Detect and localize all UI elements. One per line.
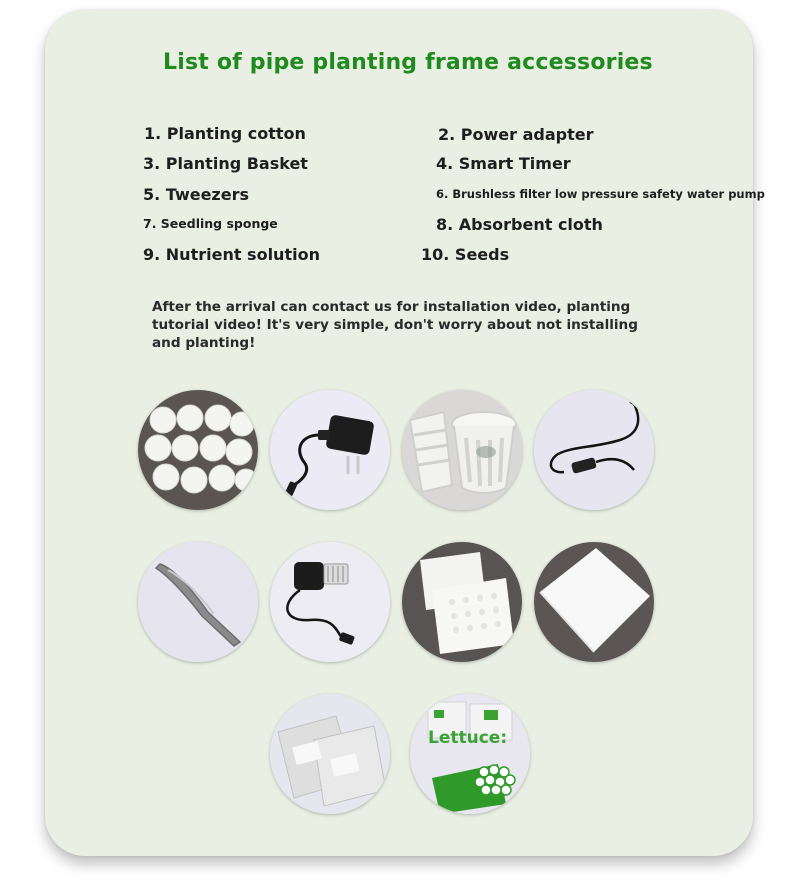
item-absorbent-cloth: 8. Absorbent cloth	[436, 215, 603, 234]
item-planting-cotton: 1. Planting cotton	[144, 124, 306, 143]
power-adapter-photo	[270, 390, 390, 510]
nutrient-solution-photo	[270, 694, 390, 814]
item-water-pump: 6. Brushless filter low pressure safety water pump	[436, 187, 765, 201]
item-power-adapter: 2. Power adapter	[438, 125, 594, 144]
absorbent-cloth-photo	[534, 542, 654, 662]
planting-cotton-photo	[138, 390, 258, 510]
seedling-sponge-photo	[402, 542, 522, 662]
item-planting-basket: 3. Planting Basket	[143, 154, 308, 173]
seeds-photo	[410, 694, 530, 814]
installation-note: After the arrival can contact us for installation video, planting tutorial video! It's very simple, don't worry about not installing and planting!	[152, 299, 638, 351]
item-seeds: 10. Seeds	[421, 245, 510, 264]
planting-basket-photo	[402, 390, 522, 510]
smart-timer-photo	[534, 390, 654, 510]
item-smart-timer: 4. Smart Timer	[436, 154, 571, 173]
page-title: List of pipe planting frame accessories	[163, 50, 653, 75]
tweezers-photo	[138, 542, 258, 662]
item-tweezers: 5. Tweezers	[143, 185, 249, 204]
water-pump-photo	[270, 542, 390, 662]
item-nutrient-solution: 9. Nutrient solution	[143, 245, 320, 264]
item-seedling-sponge: 7. Seedling sponge	[143, 216, 278, 231]
lettuce-label: Lettuce:	[428, 728, 508, 748]
